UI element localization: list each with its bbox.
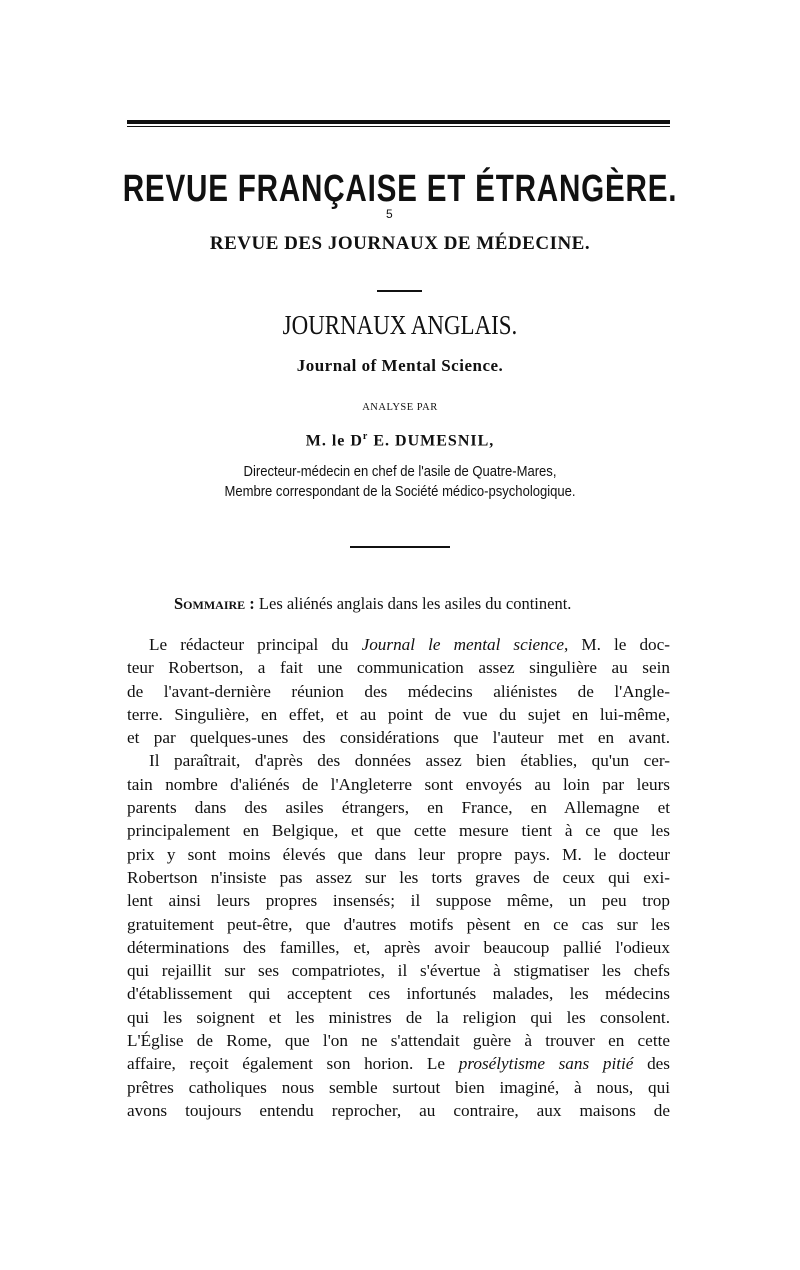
body-line: qui les soignent et les ministres de la religion qui les consolent.: [127, 1007, 670, 1027]
divider-medium: [350, 546, 450, 548]
header-double-rule: [127, 120, 670, 127]
article-body: [127, 633, 670, 1122]
body-line: lent ainsi leurs propres insensés; il suppose même, un peu trop: [127, 891, 670, 911]
body-line: parents dans des asiles étrangers, en France, en Allemagne et: [127, 798, 670, 818]
author-name: E. DUMESNIL,: [373, 432, 495, 450]
author-line: [0, 431, 800, 450]
affiliation-line-1: Directeur-médecin en chef de l'asile de Quatre-Mares,: [243, 464, 557, 480]
section-heading: JOURNAUX ANGLAIS.: [282, 310, 518, 340]
body-line: terre. Singulière, en effet, et au point de vue du sujet en lui-même,: [127, 704, 670, 724]
author-sup: r: [362, 431, 369, 442]
journal-name: Journal of Mental Science.: [296, 356, 504, 375]
body-line: avons toujours entendu reprocher, au contraire, aux maisons de: [127, 1100, 670, 1120]
author-prefix: M. le D: [305, 432, 363, 450]
body-line: affaire, reçoit également son horion. Le prosélytisme sans pitié des: [127, 1054, 670, 1074]
body-line: gratuitement peut-être, que d'autres motifs pèsent en ce cas sur les: [127, 914, 670, 934]
body-emphasis: prosélytisme sans pitié: [458, 1054, 634, 1074]
body-line: tain nombre d'aliénés de l'Angleterre sont envoyés au loin par leurs: [127, 774, 670, 794]
body-line: prêtres catholiques nous semble surtout bien imaginé, à nous, qui: [127, 1077, 670, 1097]
sommaire-label: Sommaire :: [174, 594, 255, 613]
body-line: principalement en Belgique, et que cette mesure tient à ce que les: [127, 821, 670, 841]
divider-short: [377, 290, 422, 292]
body-emphasis: Journal le mental science: [361, 635, 564, 654]
body-line: Robertson n'insiste pas assez sur les torts graves de ceux qui exi-: [127, 867, 670, 887]
affiliation-line-2: Membre correspondant de la Société médico-psychologique.: [224, 484, 576, 500]
body-line: L'Église de Rome, que l'on ne s'attendait guère à trouver en cette: [127, 1031, 670, 1051]
sommaire-text: Les aliénés anglais dans les asiles du continent.: [258, 594, 572, 613]
page-subtitle: REVUE DES JOURNAUX DE MÉDECINE.: [209, 233, 591, 254]
sommaire: [174, 594, 571, 614]
body-line: de l'avant-dernière réunion des médecins aliénistes de l'Angle-: [127, 681, 670, 701]
body-line: qui rejaillit sur ses compatriotes, il s'évertue à stigmatiser les chefs: [127, 961, 670, 981]
body-line: Le rédacteur principal du Journal le mental science, M. le doc-: [149, 635, 670, 654]
body-line: et par quelques-unes des considérations que l'auteur met en avant.: [127, 728, 670, 748]
page-mark: 5: [386, 207, 393, 221]
body-line: Il paraîtrait, d'après des données assez bien établies, qu'un cer-: [149, 751, 670, 771]
page-title: REVUE FRANÇAISE ET ÉTRANGÈRE.: [122, 168, 678, 210]
body-line: teur Robertson, a fait une communication assez singulière au sein: [127, 658, 670, 678]
body-line: d'établissement qui acceptent ces infortunés malades, les médecins: [127, 984, 670, 1004]
body-line: prix y sont moins élevés que dans leur propre pays. M. le docteur: [127, 844, 670, 864]
analyse-label: ANALYSE PAR: [362, 402, 438, 413]
body-line: déterminations des familles, et, après avoir beaucoup pallié l'odieux: [127, 937, 670, 957]
